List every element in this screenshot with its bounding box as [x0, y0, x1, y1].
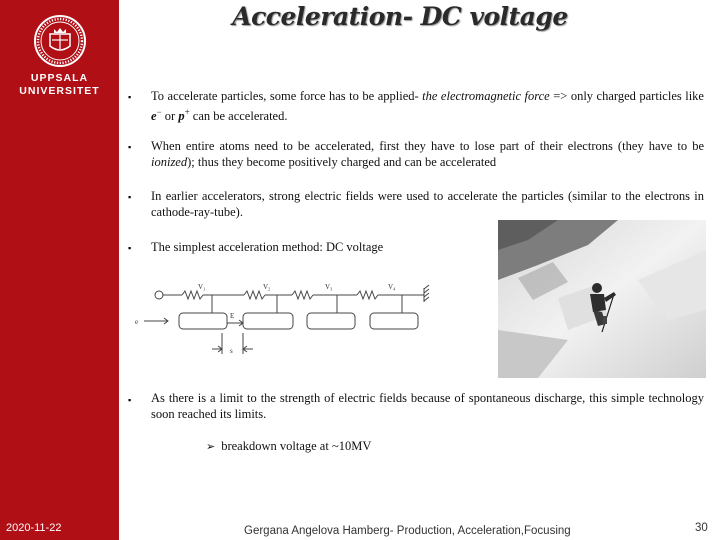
bullet-text-part: ); thus they become positively charged and can be accelerated [187, 155, 497, 169]
bullet-marker: ▪ [128, 395, 132, 405]
slide-title: Acceleration- DC voltage [232, 2, 568, 31]
bullet-text-part: p [178, 109, 185, 124]
voltage-label-v1: V₁ [198, 283, 206, 291]
bullet-text-part: can be accelerated. [189, 109, 288, 124]
drift-tube [179, 313, 227, 329]
bullet-text-part: In earlier accelerators, strong electric fields were used to accelerate the particles (similar to the electrons in cathode-ray-tube). [151, 189, 704, 219]
bullet-text-ionized-atoms [151, 138, 704, 170]
bullet-text-part: + [184, 107, 190, 117]
voltage-label-v4: V₄ [388, 283, 396, 291]
footer-text: Gergana Angelova Hamberg- Production, Acceleration,Focusing [244, 525, 571, 537]
dc-acceleration-diagram [132, 278, 432, 360]
sidebar [0, 0, 119, 540]
bullet-text-part: the electromagnetic force [422, 89, 550, 103]
bullet-text-part: When entire atoms need to be accelerated, first they have to lose part of their electrons (they have to be [151, 139, 704, 153]
drift-tube [307, 313, 355, 329]
skier-photo [498, 220, 706, 378]
terminal-circle [155, 291, 163, 299]
drift-tube [243, 313, 293, 329]
bullet-marker: ▪ [128, 243, 132, 253]
drift-tube [370, 313, 418, 329]
bullet-text-part: − [156, 107, 162, 117]
bullet-text-part: e [151, 109, 157, 124]
voltage-label-v3: V₃ [325, 283, 333, 291]
bullet-marker: ▪ [128, 92, 132, 102]
university-name-line1: UPPSALA [30, 72, 89, 84]
bullet-text-electromagnetic-force [151, 88, 704, 124]
bullet-marker: ▪ [128, 192, 132, 202]
particle-label: e [135, 318, 139, 326]
slide-date: 2020-11-22 [6, 522, 62, 534]
bullet-text-part: => only charged particles like [549, 89, 704, 103]
bullet-text-part: To accelerate particles, some force has to be applied- [151, 89, 423, 103]
university-name-line2: UNIVERSITET [19, 85, 100, 97]
bullet-text-early-accelerators [151, 188, 704, 220]
voltage-label-v2: V₂ [263, 283, 271, 291]
bullet-text-breakdown-limit [151, 390, 704, 422]
bullet-text-part: or [161, 109, 179, 124]
university-seal-icon [33, 14, 87, 68]
bullet-marker: ▪ [128, 142, 132, 152]
sub-bullet-text: breakdown voltage at ~10MV [221, 439, 372, 453]
arrow-bullet-icon: ➢ [206, 440, 216, 453]
bullet-text-part: The simplest acceleration method: DC voltage [151, 240, 384, 254]
bullet-text-part: As there is a limit to the strength of electric fields because of spontaneous discharge, this simple technology soon reached its limits. [151, 391, 704, 421]
bullet-text-part: ionized [151, 155, 188, 169]
page-number: 30 [695, 522, 708, 534]
sub-bullet [206, 439, 371, 454]
field-label: E [230, 312, 235, 320]
gap-label: s [230, 347, 233, 355]
